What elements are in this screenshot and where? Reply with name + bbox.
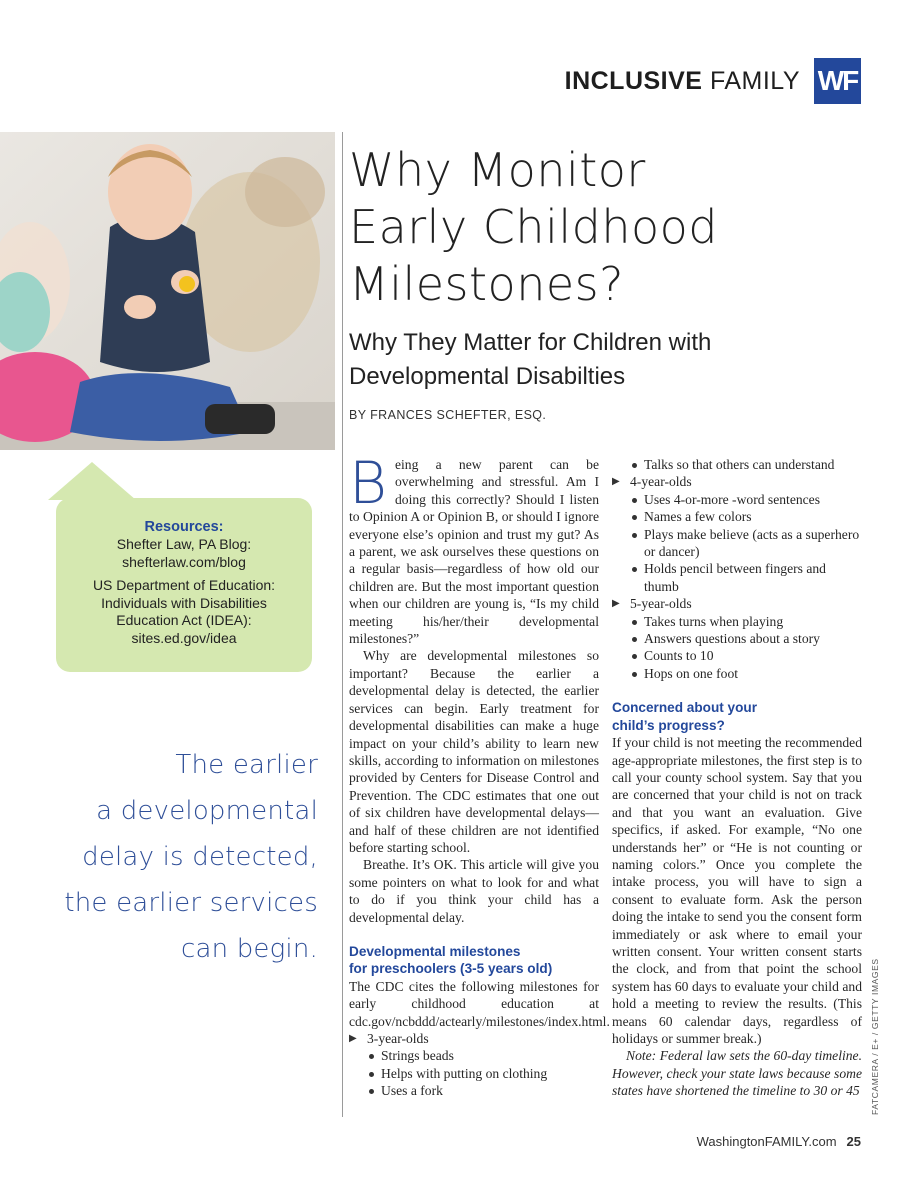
resources-title: Resources: xyxy=(144,519,224,535)
resources-line: US Department of Education: xyxy=(92,577,276,593)
article-subtitle-line: Developmental Disabilties xyxy=(349,363,626,390)
pull-quote xyxy=(40,742,318,972)
list-item: Names a few colors xyxy=(612,508,862,525)
paragraph: Why are developmental milestones so important? Because the earlier a developmental delay is detected, the earlier services can begin. Early treatment for developmental disabilities can make a huge impact on your child’s ability to learn new skills, according to information on milestones provided by Centers for Disease Control and Prevention. The CDC estimates that one out of six children have developmental delays—and half of these children are not identified before starting school. xyxy=(349,648,599,855)
masthead-light: FAMILY xyxy=(709,66,800,95)
paragraph: Breathe. It’s OK. This article will give you some pointers on what to look for and what to do if you think your child has a developmental delay. xyxy=(349,857,599,925)
page-number: 25 xyxy=(846,1134,861,1149)
list-item: Hops on one foot xyxy=(612,665,862,682)
toddler-photo-illustration xyxy=(0,132,335,450)
resources-line: Individuals with Disabilities xyxy=(101,594,267,611)
footer xyxy=(697,1134,861,1149)
list-item: Helps with putting on clothing xyxy=(349,1065,599,1082)
paragraph: If your child is not meeting the recommended age-appropriate milestones, the first step is to call your county school system. Say that you are concerned that your child is not on track and that you want an evaluation. Give specifics, if asked. For example, “No one understands her” or “He is not counting or naming colors.” Once you complete the intake process, you will have to sign a consent to evaluate form. Ask the person doing the intake to send you the consent form immediately or ask where to email your written consent. Your written consent starts the clock, and from that point the school system has 60 days to evaluate your child and hold a meeting to review the results. (This means 60 calendar days, regardless of holidays or summer break.) xyxy=(612,735,862,1046)
age-group-4: ▶ 4-year-olds xyxy=(612,473,862,490)
pull-quote-line: delay is detected, xyxy=(82,842,318,872)
list-item: Uses 4-or-more -word sentences xyxy=(612,491,862,508)
article-subtitle xyxy=(349,326,889,394)
photo-credit: FATCAMERA / E+ / GETTY IMAGES xyxy=(870,958,880,1115)
age-group-3: ▶ 3-year-olds xyxy=(349,1030,599,1047)
pull-quote-line: a developmental xyxy=(96,796,318,826)
pull-quote-line: The earlier xyxy=(175,750,318,780)
note-paragraph: Note: Federal law sets the 60-day timeline. However, check your state laws because some states have shortened the timeline to 30 or 45 xyxy=(612,1048,862,1099)
pull-quote-line: the earlier services xyxy=(64,888,318,918)
section-heading: Developmental milestones for preschoolers (3-5 years old) xyxy=(349,943,553,977)
body-column-2 xyxy=(612,456,862,1100)
list-item: Talks so that others can understand xyxy=(612,456,862,473)
paragraph: The CDC cites the following milestones for early childhood education at cdc.gov/ncbddd/actearly/milestones/index.html. xyxy=(349,978,610,1029)
byline: BY FRANCES SCHEFTER, ESQ. xyxy=(349,408,547,422)
article-title xyxy=(349,142,889,313)
list-item: Takes turns when playing xyxy=(612,613,862,630)
toddler-photo xyxy=(0,132,335,450)
footer-site: WashingtonFAMILY.com xyxy=(696,1134,837,1149)
body-column-1 xyxy=(349,449,610,1100)
article-title-line: Why Monitor xyxy=(349,143,646,197)
masthead-text xyxy=(565,67,800,96)
list-item: Holds pencil between fingers and thumb xyxy=(612,560,862,595)
article-subtitle-line: Why They Matter for Children with xyxy=(349,329,712,356)
masthead-bold: INCLUSIVE xyxy=(564,66,703,95)
drop-cap: B xyxy=(349,449,387,517)
resources-link[interactable]: shefterlaw.com/blog xyxy=(122,553,246,570)
paragraph: Being a new parent can be overwhelming and stressful. Am I doing this correctly? Should I listen to Opinion A or Opinion B, or should I ignore everyone else’s opinion and trust my gut? As a parent, we ask ourselves these questions on a regular basis—regardless of how old our children are. But the most important question when our children are young is, “Is my child meeting his/her/their developmental milestones?” xyxy=(349,449,599,647)
resources-box xyxy=(56,498,312,672)
resources-line: Shefter Law, PA Blog: xyxy=(116,536,252,552)
list-item: Answers questions about a story xyxy=(612,630,862,647)
resources-line: Education Act (IDEA): xyxy=(116,612,252,628)
resources-box-pointer xyxy=(48,462,92,500)
list-item: Strings beads xyxy=(349,1047,599,1064)
masthead xyxy=(565,58,861,104)
list-item: Uses a fork xyxy=(349,1082,599,1099)
list-item: Plays make believe (acts as a superhero or dancer) xyxy=(612,526,862,561)
pull-quote-line: can begin. xyxy=(180,934,318,964)
resources-link[interactable]: sites.ed.gov/idea xyxy=(131,629,237,646)
column-divider xyxy=(342,132,343,1117)
resources-box-pointer-right xyxy=(92,462,136,500)
list-item: Counts to 10 xyxy=(612,647,862,664)
wf-logo: WF xyxy=(814,58,861,104)
article-title-line: Early Childhood xyxy=(349,200,718,254)
section-heading: Concerned about your child’s progress? xyxy=(612,700,758,733)
age-group-5: ▶ 5-year-olds xyxy=(612,595,862,612)
article-title-line: Milestones? xyxy=(349,257,625,311)
